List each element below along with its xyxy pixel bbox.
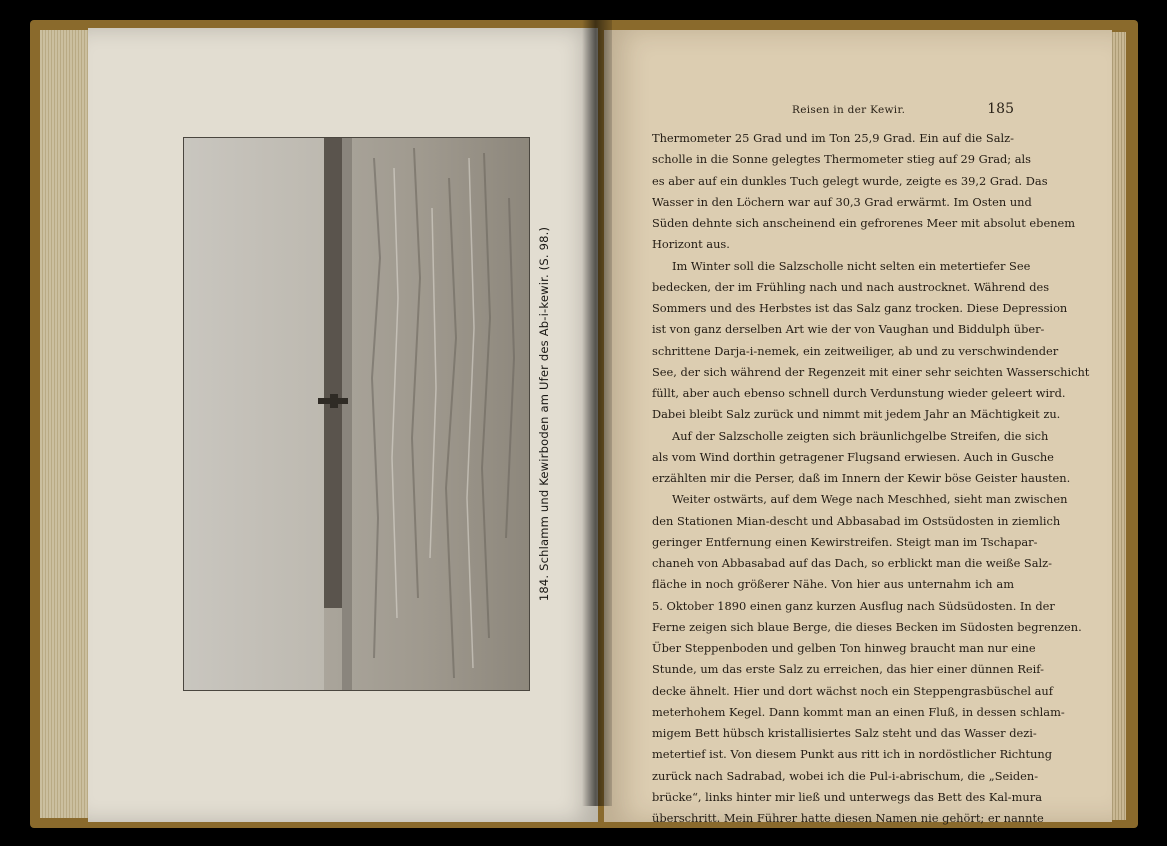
- text-line: Im Winter soll die Salzscholle nicht selten ein metertiefer See: [672, 258, 1031, 273]
- text-line: See, der sich während der Regenzeit mit einer sehr seichten Wasserschicht: [652, 364, 1090, 379]
- text-line: meterhohem Kegel. Dann kommt man an einen Fluß, in dessen schlam-: [652, 704, 1065, 719]
- text-line: Thermometer 25 Grad und im Ton 25,9 Grad. Ein auf die Salz-: [652, 131, 1014, 145]
- text-line: als vom Wind dorthin getragener Flugsand erwiesen. Auch in Gusche: [652, 449, 1054, 464]
- text-line: metertief ist. Von diesem Punkt aus ritt ich in nordöstlicher Richtung: [652, 747, 1053, 762]
- text-line: scholle in die Sonne gelegtes Thermometer stieg auf 29 Grad; als: [652, 152, 1032, 167]
- text-line: füllt, aber auch ebenso schnell durch Verdunstung wieder geleert wird.: [652, 386, 1066, 400]
- text-line: den Stationen Mian-descht und Abbasabad im Ostsüdosten in ziemlich: [652, 513, 1061, 528]
- text-line: zurück nach Sadrabad, wobei ich die Pul-i-abrischum, die „Seiden-: [652, 768, 1039, 783]
- text-line: Über Steppenboden und gelben Ton hinweg braucht man nur eine: [652, 641, 1036, 655]
- text-line: Süden dehnte sich anscheinend ein gefrorenes Meer mit absolut ebenem: [652, 216, 1076, 230]
- text-line: bedecken, der im Frühling nach und nach austrocknet. Während des: [652, 279, 1050, 294]
- figure-caption: [534, 140, 554, 688]
- page-number: 185: [987, 101, 1014, 117]
- text-line: migem Bett hübsch kristallisiertes Salz steht und das Wasser dezi-: [652, 726, 1037, 740]
- text-line: es aber auf ein dunkles Tuch gelegt wurde, zeigte es 39,2 Grad. Das: [652, 173, 1048, 188]
- text-line: Weiter ostwärts, auf dem Wege nach Meschhed, sieht man zwischen: [672, 492, 1068, 507]
- figure-caption-text: 184. Schlamm und Kewirboden am Ufer des Ab-i-kewir. (S. 98.): [537, 226, 551, 602]
- text-line: Sommers und des Herbstes ist das Salz ganz trocken. Diese Depression: [652, 301, 1068, 315]
- text-line: geringer Entfernung einen Kewirstreifen. Steigt man im Tschapar-: [652, 534, 1038, 549]
- running-title: Reisen in der Kewir.: [792, 104, 906, 116]
- text-line: Horizont aus.: [652, 237, 730, 252]
- text-line: fläche in noch größerer Nähe. Von hier aus unternahm ich am: [652, 577, 1014, 592]
- text-line: 5. Oktober 1890 einen ganz kurzen Ausflug nach Südsüdosten. In der: [652, 598, 1055, 613]
- text-line: ist von ganz derselben Art wie der von Vaughan und Biddulph über-: [652, 322, 1045, 337]
- text-line: schrittene Darja-i-nemek, ein zeitweiliger, ab und zu verschwindender: [652, 343, 1059, 358]
- text-line: Wasser in den Löchern war auf 30,3 Grad erwärmt. Im Osten und: [652, 194, 1032, 209]
- book-spine: [582, 10, 612, 806]
- text-line: überschritt. Mein Führer hatte diesen Namen nie gehört; er nannte: [652, 811, 1044, 825]
- text-line: brücke“, links hinter mir ließ und unterwegs das Bett des Kal-mura: [652, 789, 1042, 804]
- body-text: [652, 128, 1090, 829]
- text-line: erzählten mir die Perser, daß im Innern der Kewir böse Geister hausten.: [652, 471, 1071, 485]
- text-line: Auf der Salzscholle zeigten sich bräunlichgelbe Streifen, die sich: [672, 428, 1049, 443]
- right-page-edges: [1110, 32, 1126, 820]
- text-line: Dabei bleibt Salz zurück und nimmt mit jedem Jahr an Mächtigkeit zu.: [652, 407, 1061, 422]
- text-line: decke ähnelt. Hier und dort wächst noch ein Steppengrasbüschel auf: [652, 683, 1053, 698]
- running-head: [652, 103, 1014, 121]
- text-line: Ferne zeigen sich blaue Berge, die dieses Becken im Südosten begrenzen.: [652, 619, 1082, 634]
- text-line: chaneh von Abbasabad auf das Dach, so erblickt man die weiße Salz-: [652, 556, 1053, 570]
- photograph-salt-flat: [183, 137, 530, 691]
- photograph-image: [184, 138, 529, 690]
- left-page-edges: [40, 30, 90, 818]
- text-line: Stunde, um das erste Salz zu erreichen, das hier einer dünnen Reif-: [652, 662, 1044, 677]
